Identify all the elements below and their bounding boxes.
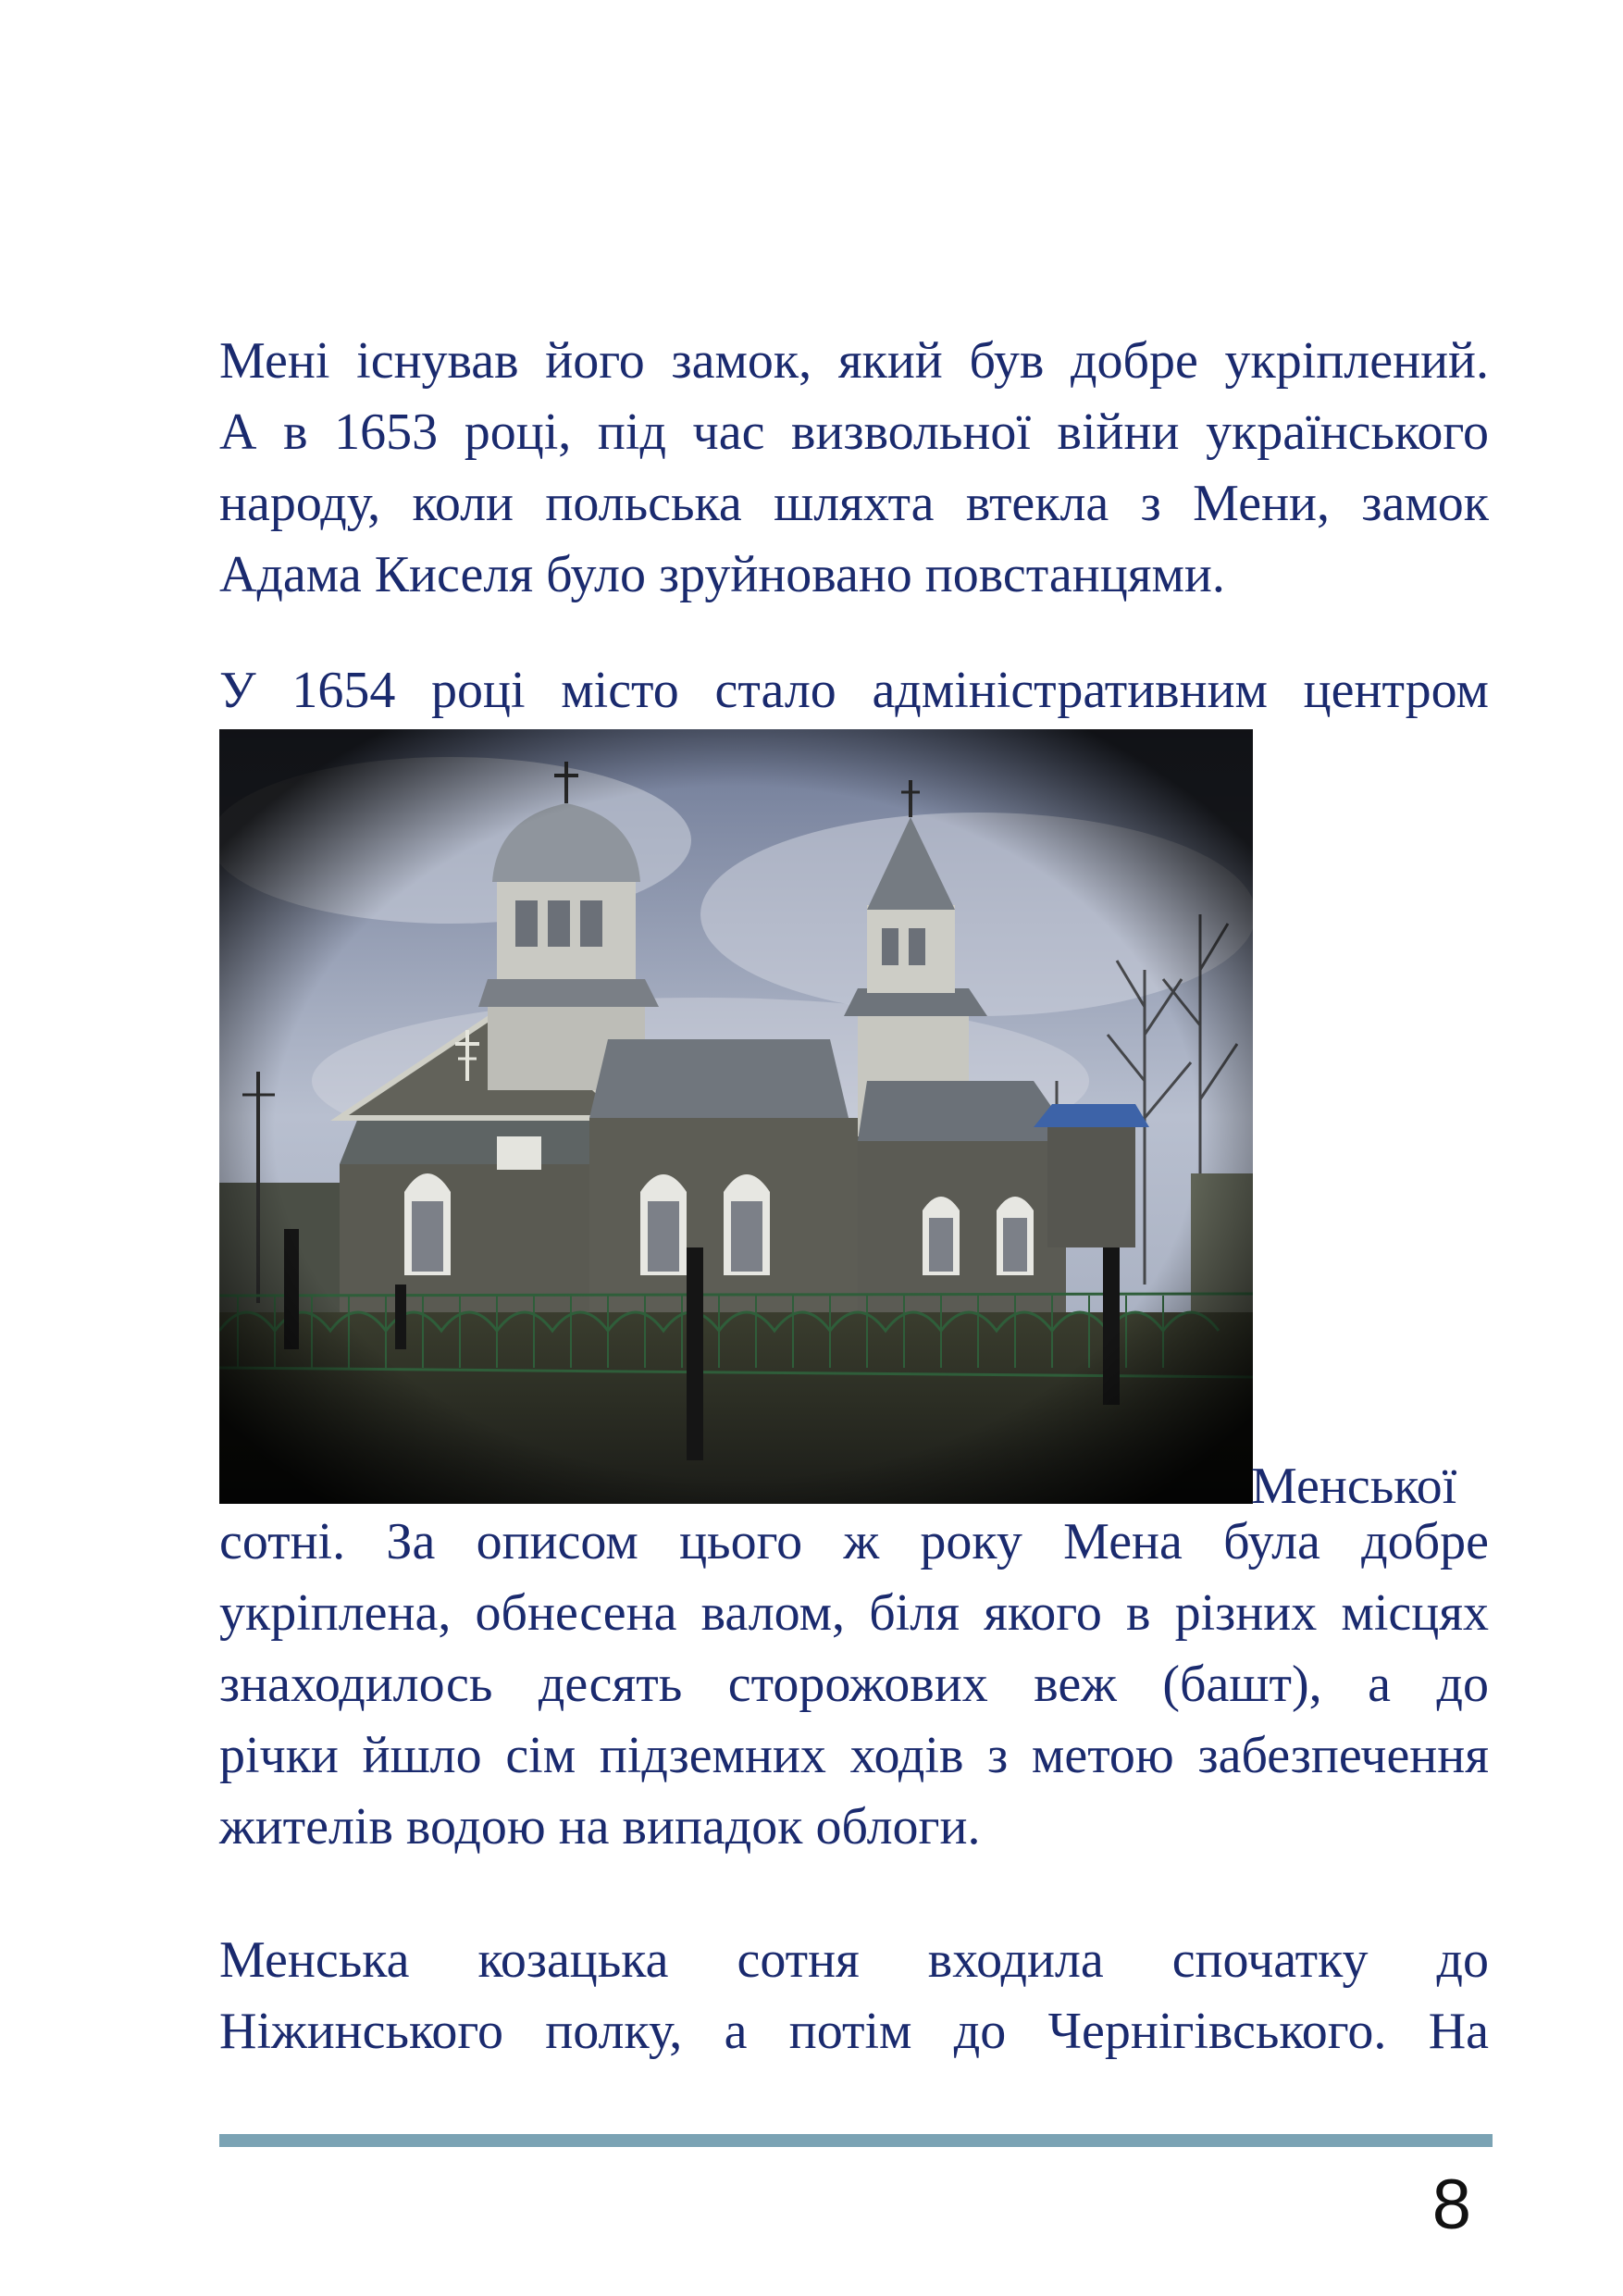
- text-line: знаходилось десять сторожових веж (башт), а до: [219, 1656, 1489, 1713]
- paragraph-1654-description: [219, 1507, 1489, 1863]
- text-line: жителів водою на випадок облоги.: [219, 1798, 981, 1855]
- text-line: укріплена, обнесена валом, біля якого в різних місцях: [219, 1584, 1489, 1642]
- text-line: Менська козацька сотня входила спочатку до: [219, 1931, 1489, 1989]
- footer-divider: [219, 2134, 1493, 2147]
- paragraph-1654-intro: [219, 655, 1489, 726]
- church-photo: [219, 729, 1253, 1504]
- inline-word-menskoi: Менської: [1251, 1458, 1457, 1515]
- paragraph-cossack-hundred: [219, 1925, 1489, 2067]
- text-line: У 1654 році місто стало адміністративним центром: [219, 662, 1489, 719]
- text-line: сотні. За описом цього ж року Мена була добре: [219, 1513, 1489, 1570]
- text-line: Ніжинського полку, а потім до Чернігівського. На: [219, 2003, 1489, 2060]
- text-line: Мені існував його замок, який був добре укріплений.: [219, 332, 1489, 390]
- text-line: Адама Киселя було зруйновано повстанцями.: [219, 546, 1225, 603]
- text-line: річки йшло сім підземних ходів з метою забезпечення: [219, 1727, 1489, 1784]
- paragraph-castle: [219, 326, 1489, 611]
- text-line: А в 1653 році, під час визвольної війни українського: [219, 403, 1489, 461]
- text-line: народу, коли польська шляхта втекла з Мени, замок: [219, 475, 1489, 532]
- page-number: 8: [1431, 2166, 1471, 2244]
